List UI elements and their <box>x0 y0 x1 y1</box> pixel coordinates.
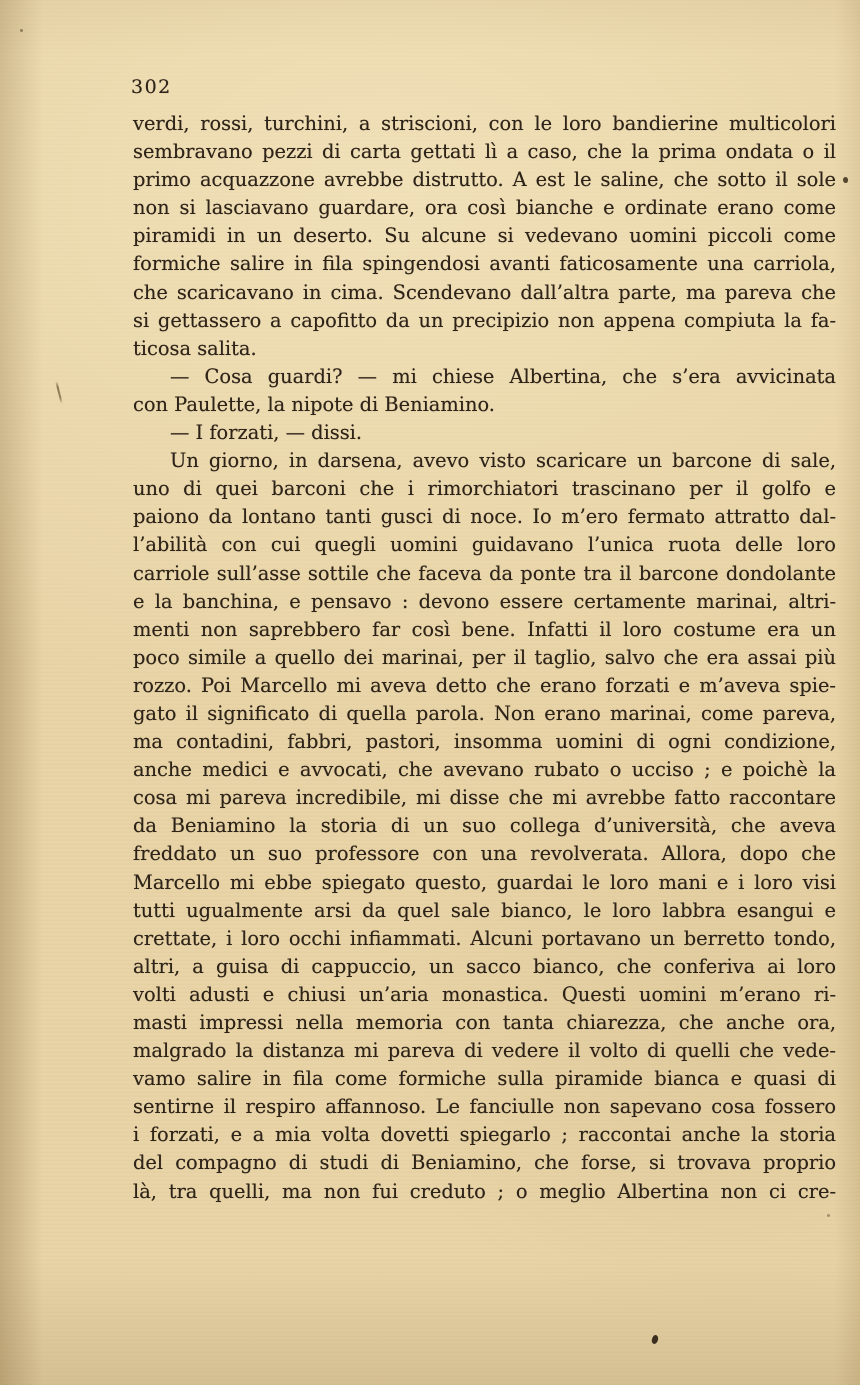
text-line: là, tra quelli, ma non fui creduto ; o meglio Albertina non ci cre- <box>133 1179 836 1203</box>
text-line: Marcello mi ebbe spiegato questo, guardai le loro mani e i loro visi <box>133 870 836 894</box>
text-line: l’abilità con cui quegli uomini guidavano l’unica ruota delle loro <box>133 533 836 557</box>
text-line: primo acquazzone avrebbe distrutto. A est le saline, che sotto il sole <box>133 168 836 192</box>
text-line: ticosa salita. <box>133 336 257 360</box>
text-line: altri, a guisa di cappuccio, un sacco bianco, che conferiva ai loro <box>133 954 836 978</box>
text-line: rozzo. Poi Marcello mi aveva detto che erano forzati e m’aveva spie- <box>133 673 836 697</box>
text-line: — Cosa guardi? — mi chiese Albertina, che s’era avvicinata <box>170 364 836 388</box>
text-line: vamo salire in fila come formiche sulla piramide bianca e quasi di <box>133 1067 836 1091</box>
ink-speck <box>651 1334 659 1344</box>
text-line: paiono da lontano tanti gusci di noce. Io m’ero fermato attratto dal- <box>133 505 836 529</box>
text-line: gato il significato di quella parola. Non erano marinai, come pareva, <box>133 701 836 725</box>
text-line: del compagno di studi di Beniamino, che forse, si trovava proprio <box>133 1151 836 1175</box>
text-line: cosa mi pareva incredibile, mi disse che mi avrebbe fatto raccontare <box>133 786 836 810</box>
page-number: 302 <box>131 76 172 98</box>
text-line: anche medici e avvocati, che avevano rubato o ucciso ; e poichè la <box>133 758 836 782</box>
text-line: piramidi in un deserto. Su alcune si vedevano uomini piccoli come <box>133 224 836 248</box>
text-line: verdi, rossi, turchini, a striscioni, con le loro bandierine multicolori <box>133 112 836 135</box>
text-line: uno di quei barconi che i rimorchiatori trascinano per il golfo e <box>133 477 836 501</box>
text-line: con Paulette, la nipote di Beniamino. <box>133 392 495 416</box>
text-line: poco simile a quello dei marinai, per il taglio, salvo che era assai più <box>133 645 836 669</box>
text-block <box>133 110 836 1206</box>
ink-dot <box>843 177 848 183</box>
text-line: sembravano pezzi di carta gettati lì a caso, che la prima ondata o il <box>133 140 836 164</box>
text-line: non si lasciavano guardare, ora così bianche e ordinate erano come <box>133 196 836 220</box>
text-line: e la banchina, e pensavo : devono essere certamente marinai, altri- <box>133 589 836 613</box>
text-line: masti impressi nella memoria con tanta chiarezza, che anche ora, <box>133 1011 836 1034</box>
scratch-mark <box>55 381 62 404</box>
text-line: malgrado la distanza mi pareva di vedere il volto di quelli che vede- <box>133 1039 836 1063</box>
text-line: tutti ugualmente arsi da quel sale bianco, le loro labbra esangui e <box>133 898 836 922</box>
text-line: — I forzati, — dissi. <box>170 421 363 445</box>
text-line: ma contadini, fabbri, pastori, insomma uomini di ogni condizione, <box>133 730 836 754</box>
text-line: formiche salire in fila spingendosi avanti faticosamente una carriola, <box>133 252 836 276</box>
text-line: freddato un suo professore con una revolverata. Allora, dopo che <box>133 842 836 866</box>
text-line: carriole sull’asse sottile che faceva da ponte tra il barcone dondolante <box>133 561 836 585</box>
text-line: i forzati, e a mia volta dovetti spiegarlo ; raccontai anche la storia <box>133 1123 836 1147</box>
text-line: crettate, i loro occhi infiammati. Alcuni portavano un berretto tondo, <box>133 926 836 950</box>
text-line: Un giorno, in darsena, avevo visto scaricare un barcone di sale, <box>170 449 836 473</box>
text-line: menti non saprebbero far così bene. Infatti il loro costume era un <box>133 617 836 641</box>
paper-fleck <box>827 1214 830 1217</box>
text-line: che scaricavano in cima. Scendevano dall’altra parte, ma pareva che <box>133 280 836 304</box>
text-line: volti adusti e chiusi un’aria monastica. Questi uomini m’erano ri- <box>133 982 836 1006</box>
paper-fleck <box>20 29 23 32</box>
text-line: si gettassero a capofitto da un precipizio non appena compiuta la fa- <box>133 308 836 332</box>
text-line: da Beniamino la storia di un suo collega d’università, che aveva <box>133 814 836 838</box>
text-line: sentirne il respiro affannoso. Le fanciulle non sapevano cosa fossero <box>133 1095 836 1119</box>
